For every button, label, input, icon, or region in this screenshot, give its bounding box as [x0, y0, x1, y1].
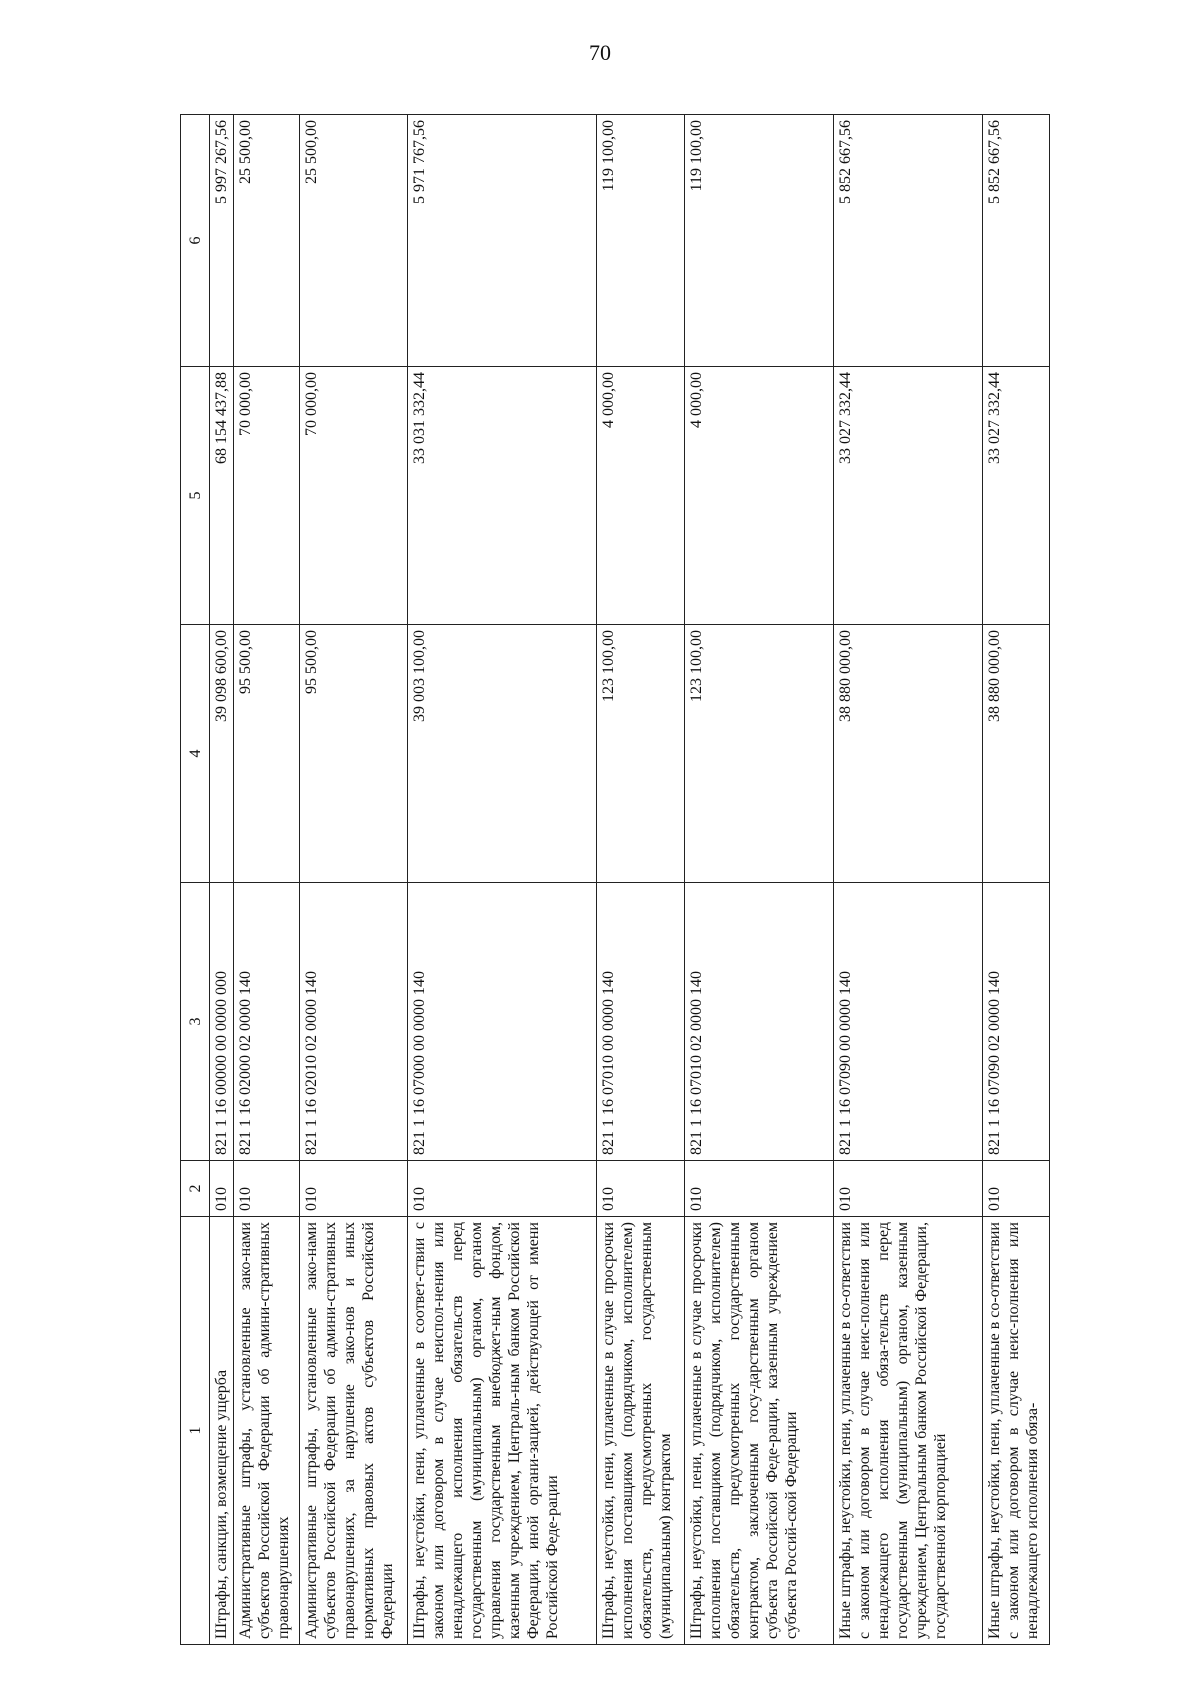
table-row [234, 115, 299, 1645]
row-budget-code: 821 1 16 02000 02 0000 140 [234, 883, 299, 1161]
row-col6-value: 5 997 267,56 [210, 115, 234, 367]
row-col6-value: 119 100,00 [685, 115, 834, 367]
row-col6-value: 25 500,00 [299, 115, 407, 367]
row-description: Штрафы, неустойки, пени, уплаченные в соответ-ствии с законом или договором в случае неиспол-нения или ненадлежащего исполнения обязательств перед государственным (муниципальным) органом, органом управления государственным внебюджет-ным фондом, казенным учреждением, Централь-ным банком Российской Федерации, иной органи-зацией, действующей от имени Российской Феде-рации [407, 1217, 597, 1645]
row-col6-value: 25 500,00 [234, 115, 299, 367]
rotated-table-container [180, 115, 1050, 1645]
row-col4-value: 39 003 100,00 [407, 625, 597, 883]
table-row [299, 115, 407, 1645]
row-col4-value: 39 098 600,00 [210, 625, 234, 883]
budget-table [180, 114, 1050, 1645]
row-line-code: 010 [597, 1161, 685, 1217]
row-col5-value: 4 000,00 [685, 367, 834, 625]
row-col4-value: 38 880 000,00 [982, 625, 1049, 883]
row-col4-value: 95 500,00 [299, 625, 407, 883]
row-col6-value: 5 971 767,56 [407, 115, 597, 367]
row-line-code: 010 [407, 1161, 597, 1217]
row-description: Штрафы, санкции, возмещение ущерба [210, 1217, 234, 1645]
row-budget-code: 821 1 16 07090 00 0000 140 [833, 883, 982, 1161]
column-header: 1 [181, 1217, 210, 1645]
row-budget-code: 821 1 16 07010 02 0000 140 [685, 883, 834, 1161]
row-description: Иные штрафы, неустойки, пени, уплаченные в со-ответствии с законом или договором в случае неис-полнения или ненадлежащего исполнения обяза- [982, 1217, 1049, 1645]
table-row [407, 115, 597, 1645]
row-col6-value: 5 852 667,56 [833, 115, 982, 367]
row-description: Штрафы, неустойки, пени, уплаченные в случае просрочки исполнения поставщиком (подрядчиком, исполнителем) обязательств, предусмотренных государственным контрактом, заключенным госу-дарственным органом субъекта Российской Феде-рации, казенным учреждением субъекта Россий-ской Федерации [685, 1217, 834, 1645]
row-description: Штрафы, неустойки, пени, уплаченные в случае просрочки исполнения поставщиком (подрядчиком, исполнителем) обязательств, предусмотренных государственным (муниципальным) контрактом [597, 1217, 685, 1645]
column-header: 6 [181, 115, 210, 367]
row-line-code: 010 [833, 1161, 982, 1217]
page-number: 70 [589, 40, 611, 65]
row-col4-value: 38 880 000,00 [833, 625, 982, 883]
row-col5-value: 68 154 437,88 [210, 367, 234, 625]
row-col5-value: 70 000,00 [299, 367, 407, 625]
row-budget-code: 821 1 16 02010 02 0000 140 [299, 883, 407, 1161]
column-header: 3 [181, 883, 210, 1161]
table-row [833, 115, 982, 1645]
row-line-code: 010 [299, 1161, 407, 1217]
row-col5-value: 4 000,00 [597, 367, 685, 625]
row-line-code: 010 [210, 1161, 234, 1217]
row-col5-value: 70 000,00 [234, 367, 299, 625]
row-budget-code: 821 1 16 07000 00 0000 140 [407, 883, 597, 1161]
column-header: 4 [181, 625, 210, 883]
row-col4-value: 95 500,00 [234, 625, 299, 883]
row-col4-value: 123 100,00 [597, 625, 685, 883]
row-col4-value: 123 100,00 [685, 625, 834, 883]
column-header: 5 [181, 367, 210, 625]
row-line-code: 010 [982, 1161, 1049, 1217]
table-row [982, 115, 1049, 1645]
row-budget-code: 821 1 16 00000 00 0000 000 [210, 883, 234, 1161]
row-description: Административные штрафы, установленные зако-нами субъектов Российской Федерации об админи-стративных правонарушениях, за нарушение зако-нов и иных нормативных правовых актов субъектов Российской Федерации [299, 1217, 407, 1645]
row-budget-code: 821 1 16 07010 00 0000 140 [597, 883, 685, 1161]
column-header: 2 [181, 1161, 210, 1217]
row-description: Административные штрафы, установленные зако-нами субъектов Российской Федерации об админи-стративных правонарушениях [234, 1217, 299, 1645]
row-line-code: 010 [234, 1161, 299, 1217]
table-row [210, 115, 234, 1645]
header-row [181, 115, 210, 1645]
row-line-code: 010 [685, 1161, 834, 1217]
row-col5-value: 33 031 332,44 [407, 367, 597, 625]
row-col6-value: 119 100,00 [597, 115, 685, 367]
table-row [685, 115, 834, 1645]
row-col5-value: 33 027 332,44 [982, 367, 1049, 625]
row-budget-code: 821 1 16 07090 02 0000 140 [982, 883, 1049, 1161]
row-col6-value: 5 852 667,56 [982, 115, 1049, 367]
row-description: Иные штрафы, неустойки, пени, уплаченные в со-ответствии с законом или договором в случае неис-полнения или ненадлежащего исполнения обяза-тельств перед государственным (муниципальным) органом, казенным учреждением, Центральным банком Российской Федерации, государственной корпорацией [833, 1217, 982, 1645]
row-col5-value: 33 027 332,44 [833, 367, 982, 625]
table-row [597, 115, 685, 1645]
